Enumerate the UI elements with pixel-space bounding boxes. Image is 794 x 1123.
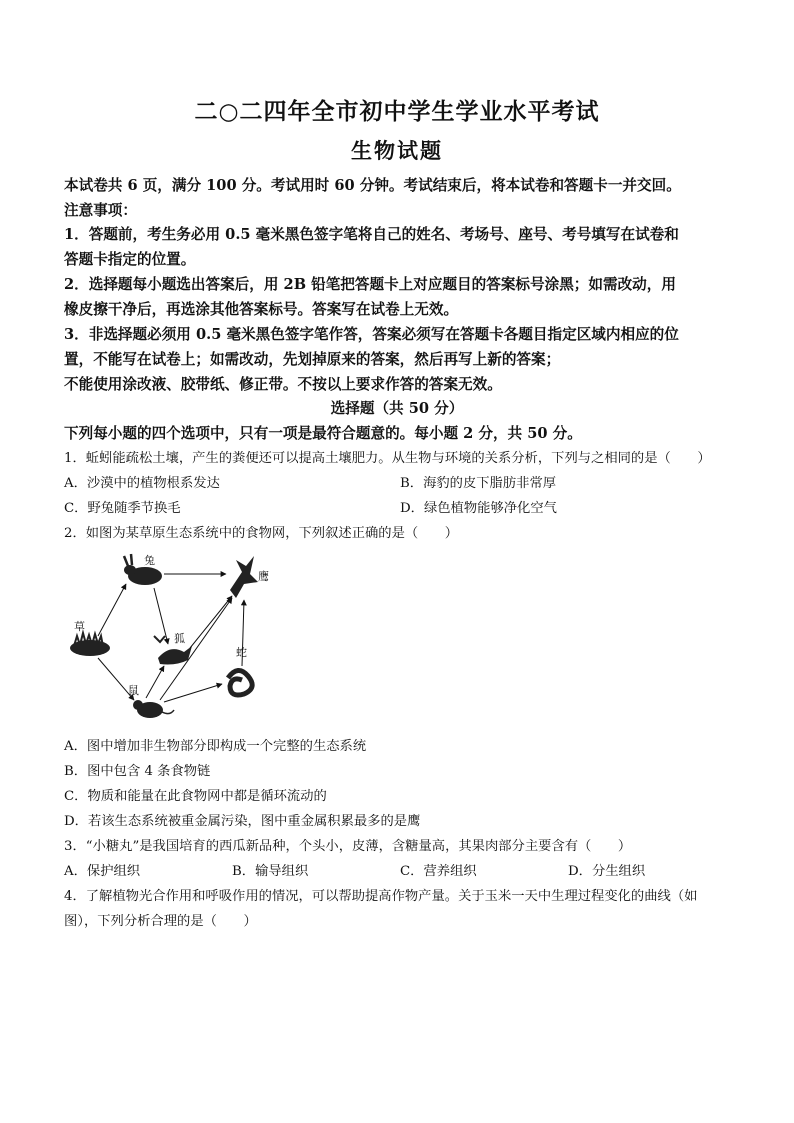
fox-icon bbox=[154, 636, 192, 665]
q1-option-d: D．绿色植物能够净化空气 bbox=[400, 501, 557, 516]
mouse-icon bbox=[133, 700, 174, 718]
snake-icon bbox=[228, 670, 252, 695]
notice-line-1: 1．答题前，考生务必用 0.5 毫米黑色签字笔将自己的姓名、考场号、座号、考号填写在试卷和 bbox=[64, 226, 679, 243]
q1-stem: 1．蚯蚓能疏松土壤，产生的粪便还可以提高土壤肥力。从生物与环境的关系分析，下列与之相同的是（ ） bbox=[64, 451, 711, 466]
notice-line-4: 橡皮擦干净后，再选涂其他答案标号。答案写在试卷上无效。 bbox=[64, 301, 459, 318]
notice-line-5: 3．非选择题必须用 0.5 毫米黑色签字笔作答，答案必须写在答题卡各题目指定区域内相应的位 bbox=[64, 326, 679, 343]
q4-stem-line1: 4．了解植物光合作用和呼吸作用的情况，可以帮助提高作物产量。关于玉米一天中生理过程变化的曲线（如 bbox=[64, 889, 698, 904]
q1-option-b: B．海豹的皮下脂肪非常厚 bbox=[400, 476, 557, 491]
hawk-icon bbox=[230, 556, 258, 598]
q3-option-d: D．分生组织 bbox=[568, 864, 646, 879]
q2-option-a: A．图中增加非生物部分即构成一个完整的生态系统 bbox=[64, 739, 367, 754]
section-instruction: 下列每小题的四个选项中，只有一项是最符合题意的。每小题 2 分，共 50 分。 bbox=[64, 425, 582, 442]
q3-stem: 3．“小糖丸”是我国培育的西瓜新品种，个头小，皮薄，含糖量高，其果肉部分主要含有（ ） bbox=[64, 839, 632, 854]
q2-option-d: D．若该生态系统被重金属污染，图中重金属积累最多的是鹰 bbox=[64, 814, 421, 829]
intro-text: 本试卷共 6 页，满分 100 分。考试用时 60 分钟。考试结束后，将本试卷和答题卡一并交回。 bbox=[64, 177, 681, 194]
q2-option-c: C．物质和能量在此食物网中都是循环流动的 bbox=[64, 789, 327, 804]
q3-option-b: B．输导组织 bbox=[232, 864, 309, 879]
label-rabbit: 兔 bbox=[144, 554, 155, 567]
section-title: 选择题（共 50 分） bbox=[330, 400, 464, 417]
label-grass: 草 bbox=[74, 620, 85, 633]
food-web-arrows bbox=[98, 574, 244, 702]
notice-line-3: 2．选择题每小题选出答案后，用 2B 铅笔把答题卡上对应题目的答案标号涂黑；如需改动，用 bbox=[64, 276, 676, 293]
label-mouse: 鼠 bbox=[128, 684, 139, 697]
q2-stem: 2．如图为某草原生态系统中的食物网，下列叙述正确的是（ ） bbox=[64, 526, 459, 541]
exam-subtitle: 生物试题 bbox=[351, 138, 443, 163]
exam-title: 二○二四年全市初中学生学业水平考试 bbox=[194, 98, 600, 125]
food-web-figure bbox=[60, 548, 300, 728]
notice-heading: 注意事项： bbox=[64, 202, 137, 219]
q4-stem-line2: 图），下列分析合理的是（ ） bbox=[64, 914, 257, 929]
q2-option-b: B．图中包含 4 条食物链 bbox=[64, 764, 211, 779]
label-snake: 蛇 bbox=[236, 646, 247, 659]
q1-option-a: A．沙漠中的植物根系发达 bbox=[64, 476, 220, 491]
q3-option-c: C．营养组织 bbox=[400, 864, 477, 879]
label-fox: 狐 bbox=[174, 632, 185, 645]
notice-line-2: 答题卡指定的位置。 bbox=[64, 251, 196, 268]
q1-option-c: C．野兔随季节换毛 bbox=[64, 501, 181, 516]
notice-line-6: 置，不能写在试卷上；如需改动，先划掉原来的答案，然后再写上新的答案； bbox=[64, 351, 561, 368]
q3-option-a: A．保护组织 bbox=[64, 864, 141, 879]
notice-line-7: 不能使用涂改液、胶带纸、修正带。不按以上要求作答的答案无效。 bbox=[64, 376, 502, 393]
label-hawk: 鹰 bbox=[258, 570, 269, 583]
rabbit-icon bbox=[124, 554, 162, 585]
grass-icon bbox=[70, 633, 110, 656]
